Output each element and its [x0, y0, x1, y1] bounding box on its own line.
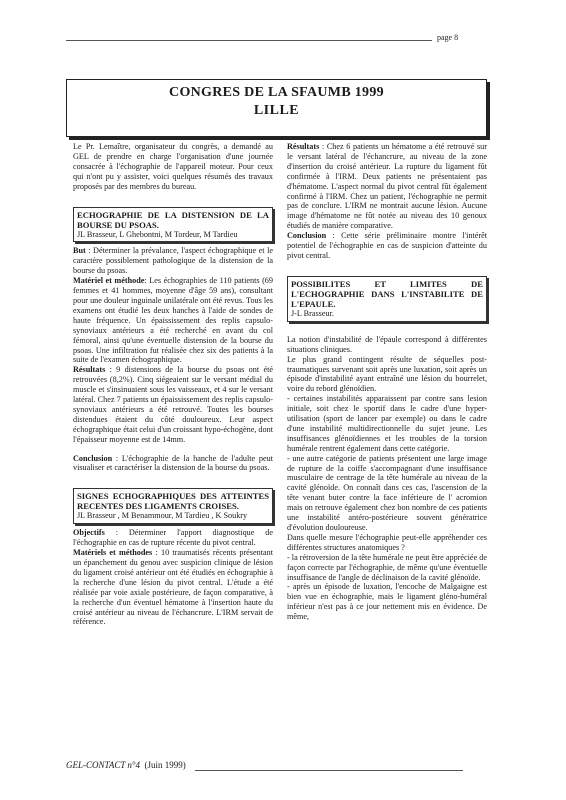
- left-column: [73, 142, 273, 627]
- footer-rule: [195, 770, 463, 771]
- article2-objectifs: Objectifs : Déterminer l'apport diagnostique de l'échographie en cas de rupture récente du pivot central.: [73, 528, 273, 548]
- article1-but-label: But: [73, 246, 86, 256]
- article2-methodes-part1: Matériels et méthodes : 10 traumatisés récents présentant un épanchement du genou avec suspicion clinique de lésion du ligament croisé antérieur ont été étudiés en échographie à la recherche d'une lésion du pivot central. L'étude a été réalisée par voie axiale postérieure, de façon comparative, à la recherche d'un éventuel hématome à l'insertion haute du croisé antérieur au niveau de l'échancrure. L'IRM servait de référence.: [73, 548, 273, 627]
- article3-paragraph: - après un épisode de luxation, l'encoche de Malgaigne est bien vue en échographie, mais le ligament gléno-huméral inférieur n'est pas à ce jour nettement mis en évidence. De même,: [287, 582, 487, 622]
- article3-paragraph: - certaines instabilités apparaissent par contre sans lesion initiale, soit chez le sportif dans le cadre d'une hyper-utilisation (sport de lancer par exemple) ou dans le cadre d'une instabilité multidirectionnelle du sujet jeune. Les insuffisances glénoïdiennes et les troubles de la torsion humérale rentrent également dans cette catégorie.: [287, 394, 487, 453]
- article3-header-box: [287, 276, 487, 322]
- article2-methodes-label: Matériels et méthodes: [73, 548, 153, 558]
- article2-authors: JL Brasseur , M Benammour, M Tardieu , K Soukry: [77, 511, 248, 521]
- article1-methode: Matériel et méthode: Les échographies de 110 patients (69 femmes et 41 hommes, moyenne d'âge 59 ans), consultant pour une douleur inguinale unilatérale ont été revus. Tous les examens ont étudié les deux hanches à l'aide de sondes de haute fréquence. Un épaississement des replis capsulo-synoviaux antérieurs a été recherché en avant du col fémoral, ainsi qu'une éventuelle distension de la bourse du psoas. Une infiltration fut réalisée chez six des patients à la suite de l'examen échographique.: [73, 276, 273, 365]
- right-column: [287, 142, 487, 622]
- article2-resultats-label: Résultats: [287, 142, 320, 151]
- article3-authors: J-L Brasseur.: [291, 308, 334, 318]
- intro-paragraph: Le Pr. Lemaître, organisateur du congrès, a demandé au GEL de prendre en charge l'organisation d'une journée consacrée à l'échographie de l'appareil moteur. Pour ceux qui n'ont pu y assister, voici quelques résumés des travaux proposés par des membres du bureau.: [73, 142, 273, 191]
- article1-header-box: [73, 207, 273, 243]
- article2-resultats: Résultats : Chez 6 patients un hématome a été retrouvé sur le versant latéral de l'échancrure, au niveau de la zone d'insertion du croisé antérieur. La rupture du ligament fût confirmée à l'IRM. Deux patients ne présentaient pas d'hématome. L'aspect normal du pivot central fût également confirmé à l'IRM. Chez un patient, l'échographie ne permit pas de conclure. L'IRM ne montrait aucune lésion. Aucune image d'hématome ne fût notée au niveau des 10 genoux étudiés de manière comparative.: [287, 142, 487, 231]
- article1-conclusion: Conclusion : L'échographie de la hanche de l'adulte peut visualiser et caractériser la distension de la bourse du psoas.: [73, 453, 273, 473]
- article2-conclusion: Conclusion : Cette série préliminaire montre l'intérêt potentiel de l'échographie en cas de suspicion d'atteinte du pivot central.: [287, 231, 487, 260]
- article3-title: POSSIBILITES ET LIMITES DE L'ECHOGRAPHIE DANS L'INSTABILITE DE L'EPAULE.: [291, 278, 483, 309]
- article1-methode-label: Matériel et méthode: [73, 276, 145, 286]
- article2-header-box: [73, 488, 273, 524]
- congress-city: LILLE: [253, 103, 300, 118]
- congress-title: CONGRES DE LA SFAUMB 1999: [169, 85, 384, 100]
- article1-conclusion-label: Conclusion: [73, 453, 113, 463]
- page-number: page 8: [437, 33, 459, 42]
- article3-paragraph: Dans quelle mesure l'échographie peut-elle appréhender ces différentes structures anatomiques ?: [287, 532, 487, 552]
- congress-title-box: [66, 79, 487, 137]
- article3-paragraph: - la rétroversion de la tête humérale ne peut être appréciée de façon correcte par l'échographie, de même qu'une éventuelle insuffisance de l'angle de déclinaison de la cavité glénoïde.: [287, 552, 487, 582]
- article1-resultats: Résultats : 9 distensions de la bourse du psoas ont été retrouvées (8,2%). Cinq siégeaient sur le versant médial du muscle et s'insinuaient sous les vaisseaux, et 4 sur le versant latéral. Chez 7 patients un épaississement des replis capsulo-synoviaux antérieurs a été retrouvé. Toutes les bourses distendues étaient du côté douloureux. Leur aspect échographique était celui d'un croissant hypo-échogène, dont l'épaisseur moyenne est de 14mm.: [73, 365, 273, 444]
- article3-paragraph: La notion d'instabilité de l'épaule correspond à différentes situations cliniques.: [287, 334, 487, 354]
- header-rule: [66, 40, 432, 41]
- article3-paragraph: - une autre catégorie de patients présentent une large image de rupture de la coiffe s'accompagnant d'une insuffisance musculaire de centrage de la tête humérale au niveau de la cavité glénoïde. On connaît dans ces cas, l'ascension de la tête venant buter contre la face inférieure de l' acromion mais on retrouve également chez bon nombre de ces patients une instabilité antéro-postérieure souvent génératrice d'évolution douloureuse.: [287, 453, 487, 532]
- article2-objectifs-label: Objectifs: [73, 528, 105, 538]
- article3-paragraph: Le plus grand contingent résulte de séquelles post-traumatiques survenant soit après une luxation, soit après un épisode d'instabilité ayant entraîné une lésion du bourrelet, voire du rebord glénoïdien.: [287, 354, 487, 394]
- footer-name: GEL-CONTACT n°4: [66, 760, 141, 770]
- article2-title: SIGNES ECHOGRAPHIQUES DES ATTEINTES RECENTES DES LIGAMENTS CROISES.: [77, 491, 269, 512]
- footer-date: (Juin 1999): [144, 760, 186, 770]
- article1-title: ECHOGRAPHIE DE LA DISTENSION DE LA BOURSE DU PSOAS.: [77, 209, 269, 230]
- article1-resultats-label: Résultats: [73, 365, 106, 375]
- article2-conclusion-label: Conclusion: [287, 231, 327, 241]
- article1-authors: JL Brasseur, L Ghebontni, M Tordeur, M Tardieu: [77, 229, 238, 239]
- footer-publication: [66, 760, 186, 770]
- article1-but: But : Déterminer la prévalance, l'aspect échographique et le caractère possiblement pathologique de la distension de la bourse du psoas.: [73, 246, 273, 276]
